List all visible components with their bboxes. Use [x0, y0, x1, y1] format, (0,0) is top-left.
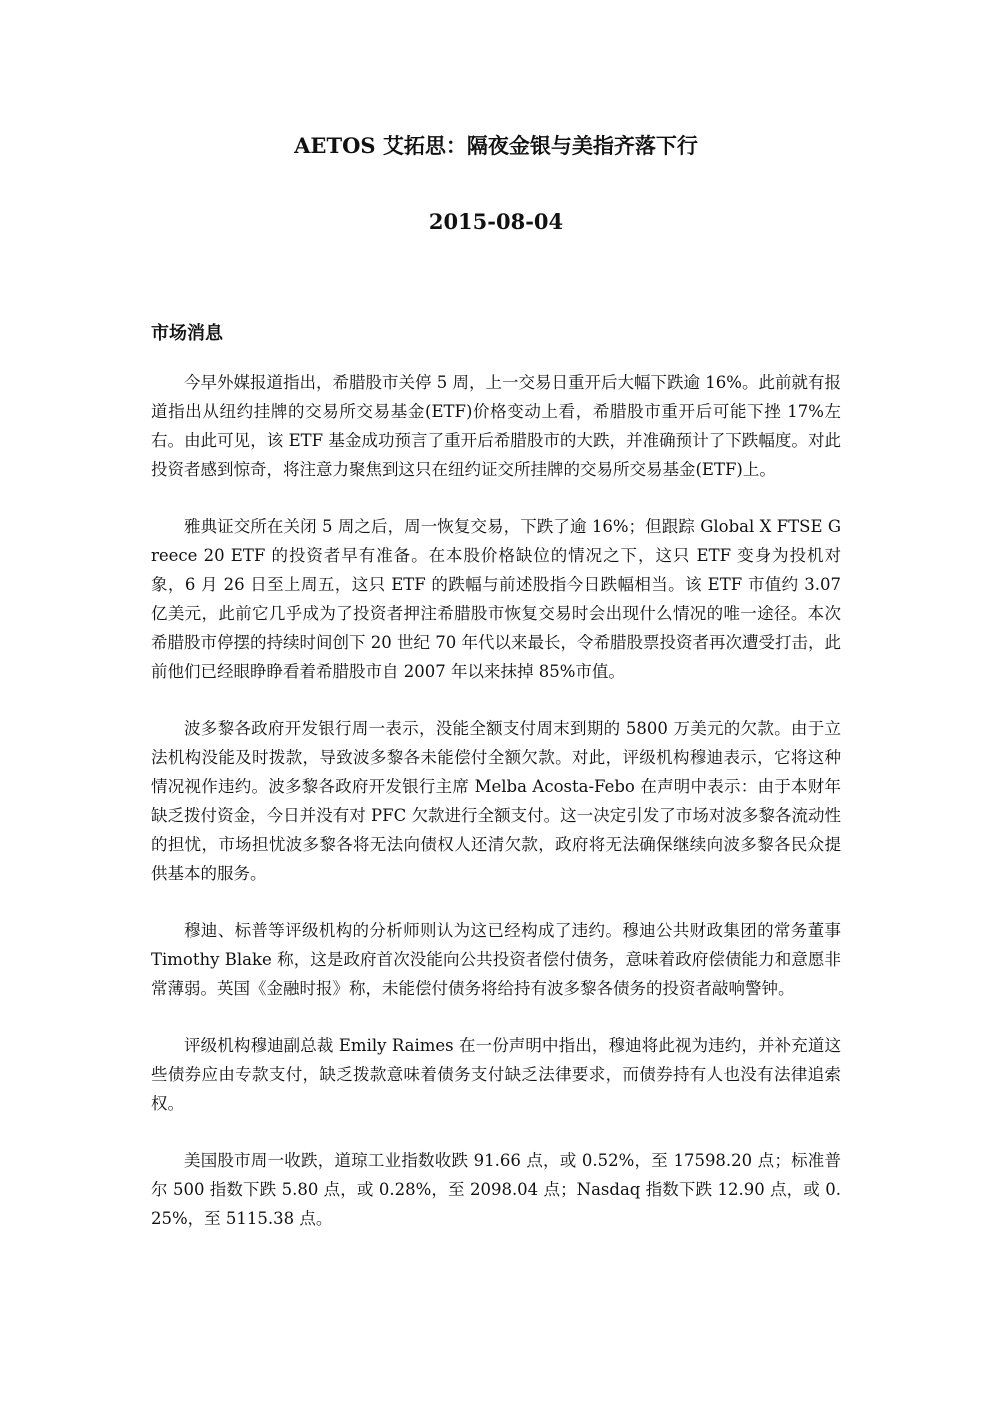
- paragraph-puerto-rico-default: 波多黎各政府开发银行周一表示，没能全额支付周末到期的 5800 万美元的欠款。由于立法机构没能及时拨款，导致波多黎各未能偿付全额欠款。对此，评级机构穆迪表示，它将这种情况视作违约。波多黎各政府开发银行主席 Melba Acosta-Febo 在声明中表示：由于本财年缺乏拨付资金，今日并没有对 PFC 欠款进行全额支付。这一决定引发了市场对波多黎各流动性的担忧，市场担忧波多黎各将无法向债权人还清欠款，政府将无法确保继续向波多黎各民众提供基本的服务。: [151, 719, 841, 883]
- paragraph-rating-agencies: 穆迪、标普等评级机构的分析师则认为这已经构成了违约。穆迪公共财政集团的常务董事 Timothy Blake 称，这是政府首次没能向公共投资者偿付债务，意味着政府偿债能力和意愿非常薄弱。英国《金融时报》称，未能偿付债务将给持有波多黎各债务的投资者敲响警钟。: [151, 921, 841, 998]
- paragraph-us-stocks: 美国股市周一收跌，道琼工业指数收跌 91.66 点，或 0.52%，至 17598.20 点；标准普尔 500 指数下跌 5.80 点，或 0.28%，至 2098.04 点；Nasdaq 指数下跌 12.90 点，或 0.25%，至 5115.38 点。: [151, 1151, 841, 1228]
- paragraph-greek-etf: 今早外媒报道指出，希腊股市关停 5 周，上一交易日重开后大幅下跌逾 16%。此前就有报道指出从纽约挂牌的交易所交易基金(ETF)价格变动上看，希腊股市重开后可能下挫 17%左右。由此可见，该 ETF 基金成功预言了重开后希腊股市的大跌，并准确预计了下跌幅度。对此投资者感到惊奇，将注意力聚焦到这只在纽约证交所挂牌的交易所交易基金(ETF)上。: [151, 373, 841, 479]
- paragraph-moodys-statement: 评级机构穆迪副总裁 Emily Raimes 在一份声明中指出，穆迪将此视为违约，并补充道这些债券应由专款支付，缺乏拨款意味着债务支付缺乏法律要求，而债券持有人也没有法律追索权。: [151, 1036, 841, 1113]
- section-heading: 市场消息: [151, 323, 223, 344]
- document-title: AETOS 艾拓思：隔夜金银与美指齐落下行: [294, 133, 698, 158]
- paragraph-athens-exchange: 雅典证交所在关闭 5 周之后，周一恢复交易，下跌了逾 16%；但跟踪 Global X FTSE Greece 20 ETF 的投资者早有准备。在本股价格缺位的情况之下，这只 ETF 变身为投机对象，6 月 26 日至上周五，这只 ETF 的跌幅与前述股指今日跌幅相当。该 ETF 市值约 3.07 亿美元，此前它几乎成为了投资者押注希腊股市恢复交易时会出现什么情况的唯一途径。本次希腊股市停摆的持续时间创下 20 世纪 70 年代以来最长，令希腊股票投资者再次遭受打击，此前他们已经眼睁睁看着希腊股市自 2007 年以来抹掉 85%市值。: [151, 517, 841, 681]
- document-date: 2015-08-04: [428, 209, 564, 234]
- article-body: [151, 368, 841, 1261]
